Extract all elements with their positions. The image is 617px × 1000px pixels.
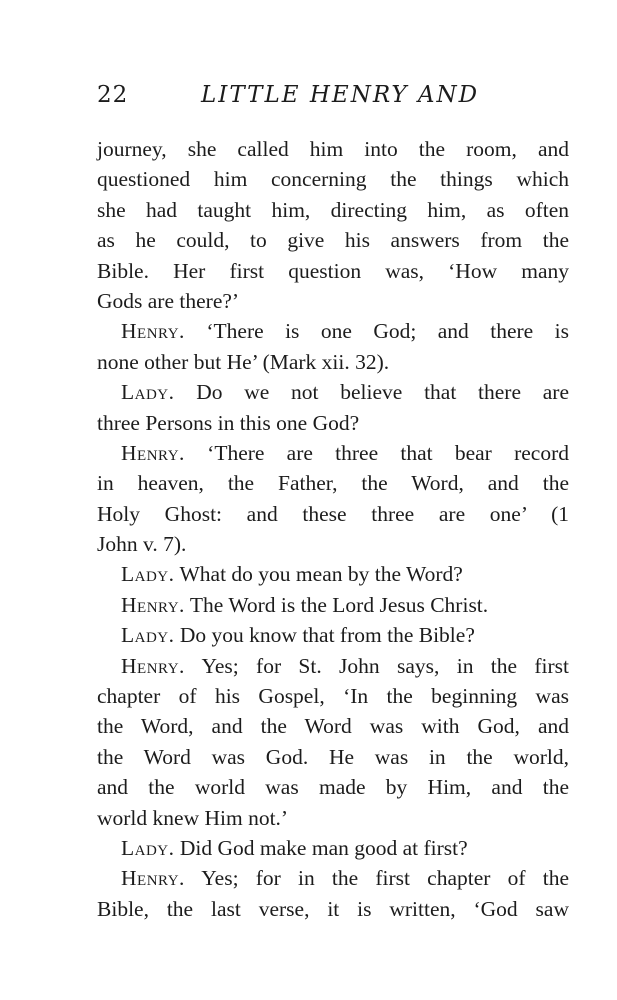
line-text: Do we not believe that there are — [174, 380, 569, 405]
page-header — [97, 82, 567, 116]
text-line — [97, 833, 569, 863]
line-text: she had taught him, directing him, as often — [97, 197, 569, 222]
text-line — [97, 590, 569, 620]
line-text: none other but He’ (Mark xii. 32). — [97, 349, 390, 374]
text-line — [97, 347, 569, 377]
speaker-name: Henry. — [121, 319, 185, 344]
text-line — [97, 681, 569, 711]
text-line — [97, 711, 569, 741]
line-text: world knew Him not.’ — [97, 805, 289, 830]
line-text: the Word, and the Word was with God, and — [97, 714, 569, 739]
speaker-name: Lady. — [121, 835, 175, 860]
text-line — [97, 164, 569, 194]
speaker-name: Henry. — [121, 866, 185, 891]
text-line — [97, 742, 569, 772]
line-text: Did God make man good at first? — [174, 835, 468, 860]
text-line — [97, 620, 569, 650]
text-line — [97, 195, 569, 225]
line-text: journey, she called him into the room, and — [97, 137, 569, 161]
text-line — [97, 286, 569, 316]
line-text: ‘There are three that bear record — [184, 440, 569, 465]
text-line — [97, 225, 569, 255]
text-line — [97, 894, 569, 924]
line-text: Bible. Her first question was, ‘How many — [97, 258, 569, 283]
line-text: Yes; for in the first chapter of the — [184, 866, 569, 891]
line-text: three Persons in this one God? — [97, 410, 360, 435]
text-line — [97, 377, 569, 407]
speaker-name: Henry. — [121, 440, 185, 465]
text-line — [97, 863, 569, 893]
line-text: the Word was God. He was in the world, — [97, 744, 569, 769]
line-text: ‘There is one God; and there is — [184, 319, 569, 344]
body-text — [97, 134, 569, 924]
speaker-name: Lady. — [121, 623, 175, 648]
text-line — [97, 559, 569, 589]
text-line — [97, 803, 569, 833]
line-text: John v. 7). — [97, 532, 187, 557]
speaker-name: Lady. — [121, 380, 175, 405]
text-line — [97, 651, 569, 681]
speaker-name: Henry. — [121, 653, 185, 678]
text-line — [97, 772, 569, 802]
line-text: and the world was made by Him, and the — [97, 775, 569, 800]
speaker-name: Henry. — [121, 592, 185, 617]
page-number: 22 — [97, 82, 129, 108]
text-line — [97, 438, 569, 468]
line-text: Yes; for St. John says, in the first — [184, 653, 569, 678]
text-line — [97, 316, 569, 346]
line-text: questioned him concerning the things which — [97, 167, 569, 192]
line-text: chapter of his Gospel, ‘In the beginning was — [97, 684, 569, 709]
line-text: What do you mean by the Word? — [174, 562, 463, 587]
text-line — [97, 468, 569, 498]
text-line — [97, 256, 569, 286]
line-text: Do you know that from the Bible? — [174, 623, 475, 648]
line-text: Holy Ghost: and these three are one’ (1 — [97, 501, 569, 526]
line-text: Gods are there?’ — [97, 288, 240, 313]
line-text: as he could, to give his answers from the — [97, 228, 569, 253]
speaker-name: Lady. — [121, 562, 175, 587]
line-text: Bible, the last verse, it is written, ‘God saw — [97, 896, 569, 921]
text-line — [97, 134, 569, 164]
running-title: LITTLE HENRY AND — [201, 82, 480, 108]
text-line — [97, 529, 569, 559]
text-line — [97, 499, 569, 529]
text-line — [97, 408, 569, 438]
line-text: in heaven, the Father, the Word, and the — [97, 471, 569, 496]
line-text: The Word is the Lord Jesus Christ. — [184, 592, 489, 617]
